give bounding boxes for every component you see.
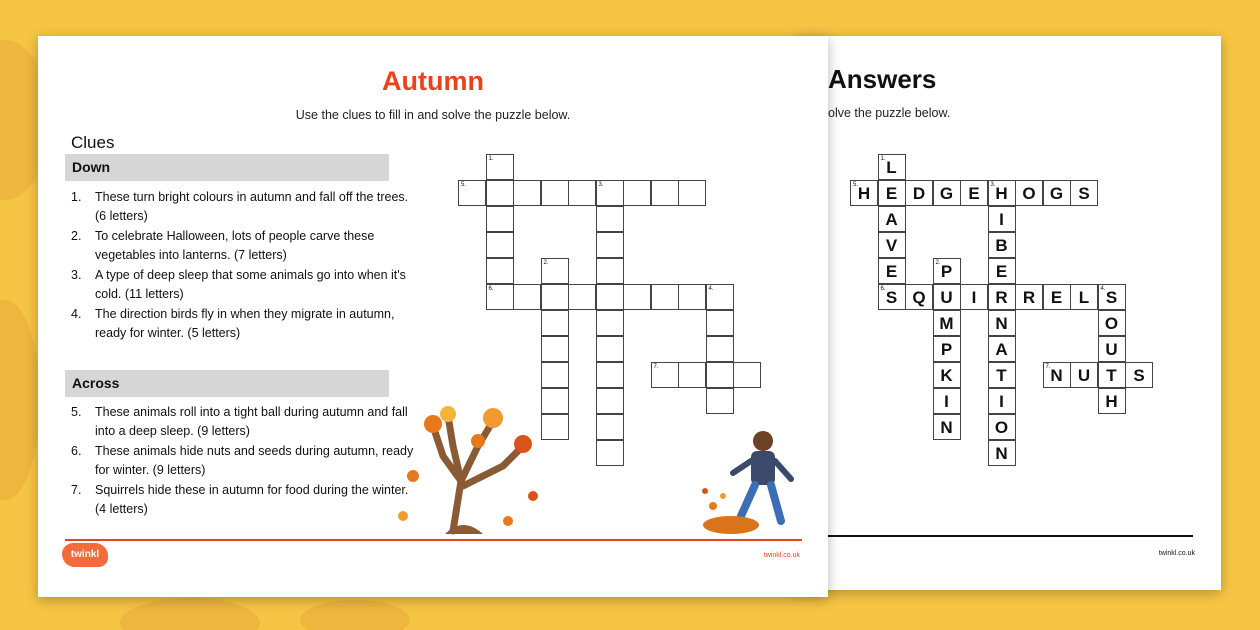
background-leaf-decoration bbox=[120, 598, 260, 630]
crossword-cell: O bbox=[988, 414, 1016, 440]
crossword-cell: L bbox=[1070, 284, 1098, 310]
clue-item: 2. To celebrate Halloween, lots of people carve these vegetables into lanterns. (7 letters) bbox=[71, 229, 375, 262]
crossword-cell: A bbox=[878, 206, 906, 232]
answers-site-url: twinkl.co.uk bbox=[1158, 550, 1195, 557]
crossword-cell: S 6. bbox=[878, 284, 906, 310]
crossword-cell: B bbox=[988, 232, 1016, 258]
crossword-cell[interactable] bbox=[706, 336, 734, 362]
crossword-cell[interactable] bbox=[541, 310, 569, 336]
crossword-cell: E bbox=[1043, 284, 1071, 310]
answers-subtitle: olve the puzzle below. bbox=[828, 106, 951, 120]
crossword-cell: U bbox=[1070, 362, 1098, 388]
crossword-cell: S 4. bbox=[1098, 284, 1126, 310]
crossword-cell[interactable] bbox=[678, 180, 706, 206]
crossword-cell[interactable] bbox=[623, 180, 651, 206]
clue-number: 5. bbox=[853, 182, 859, 188]
crossword-cell[interactable] bbox=[596, 284, 624, 310]
crossword-cell: I bbox=[988, 206, 1016, 232]
crossword-cell: E bbox=[960, 180, 988, 206]
crossword-cell: A bbox=[988, 336, 1016, 362]
crossword-cell: I bbox=[960, 284, 988, 310]
crossword-cell[interactable] bbox=[486, 258, 514, 284]
crossword-cell[interactable] bbox=[486, 206, 514, 232]
crossword-cell[interactable] bbox=[513, 180, 541, 206]
background-leaf-decoration bbox=[0, 300, 40, 500]
crossword-cell[interactable] bbox=[706, 362, 734, 388]
crossword-cell[interactable] bbox=[541, 362, 569, 388]
crossword-cell[interactable] bbox=[458, 180, 486, 206]
crossword-cell[interactable] bbox=[596, 310, 624, 336]
answers-sheet bbox=[795, 36, 1221, 590]
crossword-cell[interactable] bbox=[706, 284, 734, 310]
crossword-cell[interactable] bbox=[541, 180, 569, 206]
crossword-cell[interactable] bbox=[651, 362, 679, 388]
crossword-cell: T bbox=[988, 362, 1016, 388]
clue-number: 6. bbox=[880, 286, 886, 292]
clue-number: 7. bbox=[653, 364, 659, 370]
crossword-cell[interactable] bbox=[651, 284, 679, 310]
crossword-cell[interactable] bbox=[486, 154, 514, 180]
crossword-cell: Q bbox=[905, 284, 933, 310]
worksheet-subtitle: Use the clues to fill in and solve the puzzle below. bbox=[295, 108, 571, 122]
crossword-cell: N bbox=[933, 414, 961, 440]
crossword-cell[interactable] bbox=[596, 336, 624, 362]
crossword-cell: P 2. bbox=[933, 258, 961, 284]
crossword-cell[interactable] bbox=[596, 206, 624, 232]
crossword-cell: T bbox=[1098, 362, 1126, 388]
worksheet-sheet bbox=[38, 36, 828, 597]
clue-number: 2. bbox=[543, 260, 549, 266]
worksheet-title: Autumn bbox=[382, 66, 484, 96]
crossword-cell: S bbox=[1125, 362, 1153, 388]
crossword-cell[interactable] bbox=[706, 388, 734, 414]
clue-item: 5. These animals roll into a tight ball during autumn and fall into a deep sleep. (9 letters) bbox=[71, 405, 408, 438]
autumn-tree-illustration bbox=[383, 386, 553, 536]
crossword-cell: M bbox=[933, 310, 961, 336]
crossword-cell: H 5. bbox=[850, 180, 878, 206]
crossword-cell[interactable] bbox=[651, 180, 679, 206]
crossword-cell: U bbox=[1098, 336, 1126, 362]
crossword-cell[interactable] bbox=[541, 284, 569, 310]
clue-item: 1. These turn bright colours in autumn and fall off the trees. (6 letters) bbox=[71, 190, 409, 223]
crossword-cell[interactable] bbox=[541, 336, 569, 362]
crossword-cell[interactable] bbox=[596, 440, 624, 466]
site-url: twinkl.co.uk bbox=[763, 552, 800, 559]
crossword-cell[interactable] bbox=[568, 284, 596, 310]
crossword-cell: V bbox=[878, 232, 906, 258]
crossword-cell: G bbox=[1043, 180, 1071, 206]
crossword-cell[interactable] bbox=[541, 258, 569, 284]
crossword-cell: D bbox=[905, 180, 933, 206]
crossword-cell: L 1. bbox=[878, 154, 906, 180]
crossword-cell: I bbox=[988, 388, 1016, 414]
crossword-cell: O bbox=[1015, 180, 1043, 206]
crossword-cell[interactable] bbox=[706, 310, 734, 336]
crossword-cell[interactable] bbox=[733, 362, 761, 388]
crossword-cell: O bbox=[1098, 310, 1126, 336]
footer-rule bbox=[65, 539, 802, 541]
crossword-cell[interactable] bbox=[596, 258, 624, 284]
child-kicking-leaves-illustration bbox=[693, 421, 803, 536]
crossword-cell[interactable] bbox=[596, 232, 624, 258]
crossword-cell: K bbox=[933, 362, 961, 388]
across-clue-list bbox=[71, 403, 416, 520]
crossword-cell[interactable] bbox=[486, 232, 514, 258]
clue-item: 7. Squirrels hide these in autumn for food during the winter. (4 letters) bbox=[71, 483, 409, 516]
crossword-cell: E bbox=[878, 180, 906, 206]
crossword-cell: P bbox=[933, 336, 961, 362]
clue-number: 5. bbox=[461, 182, 467, 188]
clue-item: 4. The direction birds fly in when they migrate in autumn, ready for winter. (5 letters) bbox=[71, 307, 395, 340]
down-clue-list bbox=[71, 188, 416, 344]
crossword-cell: E bbox=[988, 258, 1016, 284]
crossword-cell: E bbox=[878, 258, 906, 284]
clue-number: 7. bbox=[1045, 364, 1051, 370]
crossword-cell[interactable] bbox=[513, 284, 541, 310]
crossword-cell[interactable] bbox=[596, 388, 624, 414]
background-leaf-decoration bbox=[300, 600, 410, 630]
crossword-cell[interactable] bbox=[486, 180, 514, 206]
crossword-cell[interactable] bbox=[678, 362, 706, 388]
clue-number: 4. bbox=[1100, 286, 1106, 292]
answers-footer-rule bbox=[795, 535, 1193, 537]
clue-item: 3. A type of deep sleep that some animals go into when it's cold. (11 letters) bbox=[71, 268, 406, 301]
crossword-cell: H bbox=[1098, 388, 1126, 414]
crossword-cell[interactable] bbox=[568, 180, 596, 206]
clue-number: 6. bbox=[488, 286, 494, 292]
crossword-cell: G bbox=[933, 180, 961, 206]
crossword-cell[interactable] bbox=[596, 414, 624, 440]
clue-number: 1. bbox=[488, 156, 494, 162]
down-section-header: Down bbox=[65, 154, 389, 181]
crossword-cell[interactable] bbox=[678, 284, 706, 310]
twinkl-logo: twinkl bbox=[62, 543, 108, 567]
crossword-cell[interactable] bbox=[623, 284, 651, 310]
clue-number: 2. bbox=[935, 260, 941, 266]
crossword-cell: U bbox=[933, 284, 961, 310]
clue-number: 3. bbox=[598, 182, 604, 188]
crossword-cell: H 3. bbox=[988, 180, 1016, 206]
answers-title: Answers bbox=[828, 64, 937, 94]
clue-number: 1. bbox=[880, 156, 886, 162]
crossword-cell: N bbox=[988, 310, 1016, 336]
crossword-cell[interactable] bbox=[596, 362, 624, 388]
crossword-cell: N bbox=[988, 440, 1016, 466]
crossword-cell[interactable] bbox=[596, 180, 624, 206]
clue-number: 4. bbox=[708, 286, 714, 292]
crossword-cell: R bbox=[988, 284, 1016, 310]
crossword-cell: I bbox=[933, 388, 961, 414]
crossword-cell: N 7. bbox=[1043, 362, 1071, 388]
crossword-cell: S bbox=[1070, 180, 1098, 206]
clues-heading: Clues bbox=[71, 133, 115, 152]
crossword-cell: R bbox=[1015, 284, 1043, 310]
clue-number: 3. bbox=[990, 182, 996, 188]
crossword-cell[interactable] bbox=[486, 284, 514, 310]
clue-item: 6. These animals hide nuts and seeds during autumn, ready for winter. (9 letters) bbox=[71, 444, 414, 477]
across-section-header: Across bbox=[65, 370, 389, 397]
